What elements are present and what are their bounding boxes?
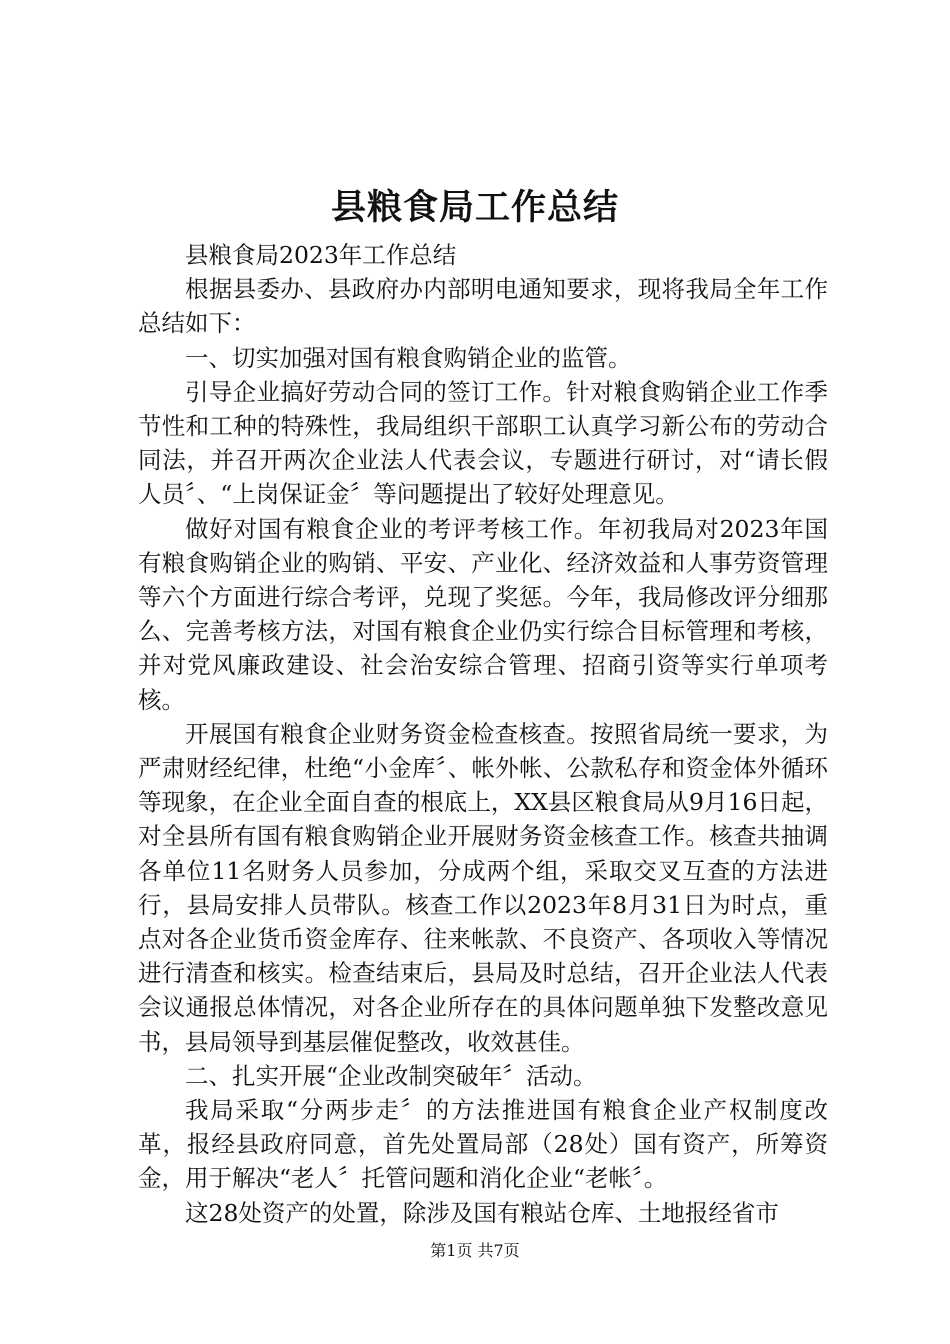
section-heading-1: 一、切实加强对国有粮食购销企业的监管。 [185,343,632,372]
document-body [138,238,828,1230]
paragraph-intro: 根据县委办、县政府办内部明电通知要求，现将我局全年工作总结如下： [138,275,828,338]
section-heading-2: 二、扎实开展“企业改制突破年〞活动。 [185,1061,597,1090]
paragraph-labor-contracts: 引导企业搞好劳动合同的签订工作。针对粮食购销企业工作季节性和工种的特殊性，我局组织干部职工认真学习新公布的劳动合同法，并召开两次企业法人代表会议，专题进行研讨，对“请长假人员〞、“上岗保证金〞等问题提出了较好处理意见。 [138,377,828,509]
document-title: 县粮食局工作总结 [330,187,619,228]
page-footer [0,1241,950,1261]
paragraph-financial-check: 开展国有粮食企业财务资金检查核查。按照省局统一要求，为严肃财经纪律，杜绝“小金库〞、帐外帐、公款私存和资金体外循环等现象，在企业全面自查的根底上，XX县区粮食局从9月16日起，对全县所有国有粮食购销企业开展财务资金核查工作。核查共抽调各单位11名财务人员参加，分成两个组，采取交叉互查的方法进行，县局安排人员带队。核查工作以2023年8月31日为时点，重点对各企业货币资金库存、往来帐款、不良资产、各项收入等情况进行清查和核实。检查结束后，县局及时总结，召开企业法人代表会议通报总体情况，对各企业所存在的具体问题单独下发整改意见书，县局领导到基层催促整改，收效甚佳。 [138,719,828,1056]
page-number: 第1页 共7页 [430,1241,520,1260]
paragraph-asset-disposal: 这28处资产的处置，除涉及国有粮站仓库、土地报经省市 [185,1198,779,1227]
paragraph-subtitle: 县粮食局2023年工作总结 [185,241,457,269]
paragraph-evaluation: 做好对国有粮食企业的考评考核工作。年初我局对2023年国有粮食购销企业的购销、平安、产业化、经济效益和人事劳资管理等六个方面进行综合考评，兑现了奖惩。今年，我局修改评分细那么、完善考核方法，对国有粮食企业仍实行综合目标管理和考核，并对党风廉政建设、社会治安综合管理、招商引资等实行单项考核。 [138,514,828,714]
paragraph-reform: 我局采取“分两步走〞的方法推进国有粮食企业产权制度改革，报经县政府同意，首先处置局部（28处）国有资产，所筹资金，用于解决“老人〞托管问题和消化企业“老帐〞。 [138,1096,828,1193]
